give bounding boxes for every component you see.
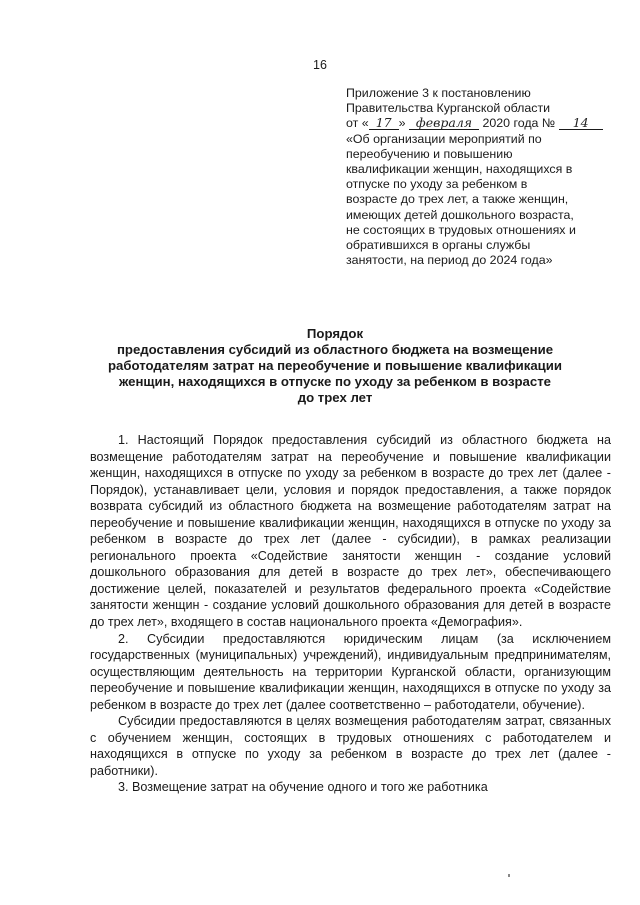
document-title — [80, 326, 590, 406]
handwritten-day: 17 — [369, 117, 399, 130]
attachment-line: имеющих детей дошкольного возраста, — [346, 207, 574, 222]
attachment-line: занятости, на период до 2024 года» — [346, 253, 553, 268]
title-line: Порядок — [306, 326, 364, 341]
handwritten-month: февраля — [409, 117, 479, 130]
attachment-line: квалификации женщин, находящихся в — [346, 162, 573, 177]
attachment-line: Приложение 3 к постановлению — [346, 86, 531, 100]
paragraph-4: 3. Возмещение затрат на обучение одного и того же работника — [118, 780, 488, 795]
attachment-line: переобучению и повышению — [346, 146, 513, 161]
date-year: 2020 года № — [482, 116, 556, 131]
title-line: предоставления субсидий из областного бюджета на возмещение — [116, 342, 554, 357]
title-line: работодателям затрат на переобучение и повышение квалификации — [108, 358, 562, 373]
attachment-line: возрасте до трех лет, а также женщин, — [346, 192, 569, 207]
attachment-date-line — [346, 116, 614, 131]
page-number: 16 — [313, 58, 327, 72]
date-mid: » — [398, 116, 406, 131]
attachment-line: Правительства Курганской области — [346, 101, 551, 116]
title-line: женщин, находящихся в отпуске по уходу за ребенком в возрасте — [118, 374, 552, 389]
attachment-line: не состоящих в трудовых отношениях и — [346, 222, 576, 237]
handwritten-number: 14 — [559, 117, 603, 130]
attachment-line: обратившихся в органы службы — [346, 238, 531, 253]
paragraph-2: 2. Субсидии предоставляются юридическим лицам (за исключением государственных (муниципальных) учреждений), индивидуальным предпринимателям, осуществляющим деятельность на территории Курганской области, организующим переобучение и повышение квалификации женщин, находящихся в отпуске по уходу за ребенком в возрасте до трех лет (далее соответственно – работодатели, обучение). — [90, 631, 611, 712]
attachment-line: отпуске по уходу за ребенком в — [346, 177, 528, 192]
date-prefix: от « — [346, 116, 369, 131]
title-line: до трех лет — [297, 390, 373, 405]
document-body — [90, 432, 611, 796]
scan-speck — [508, 874, 510, 877]
attachment-line: «Об организации мероприятий по — [346, 131, 542, 146]
paragraph-1: 1. Настоящий Порядок предоставления субсидий из областного бюджета на возмещение работодателям затрат на переобучение и повышение квалификации женщин, находящихся в отпуске по уходу за ребенком в возрасте до трех лет (далее - Порядок), устанавливает цели, условия и порядок предоставления, а также порядок возврата субсидий из областного бюджета на возмещение работодателям затрат на переобучение и повышение квалификации женщин, находящихся в отпуске по уходу за ребенком в возрасте до трех лет (далее - субсидии), в рамках реализации регионального проекта «Содействие занятости женщин - создание условий дошкольного образования для детей в возрасте до трех лет», обеспечивающего достижение целей, показателей и результатов федерального проекта «Содействие занятости женщин - создание условий дошкольного образования для детей в возрасте до трех лет», входящего в состав национального проекта «Демография». — [90, 433, 611, 630]
paragraph-3: Субсидии предоставляются в целях возмещения работодателям затрат, связанных с обучением женщин, состоящих в трудовых отношениях с работодателем и находящихся в отпуске по уходу за ребенком в возрасте до трех лет (далее - работники). — [90, 714, 611, 778]
attachment-header — [346, 86, 614, 268]
